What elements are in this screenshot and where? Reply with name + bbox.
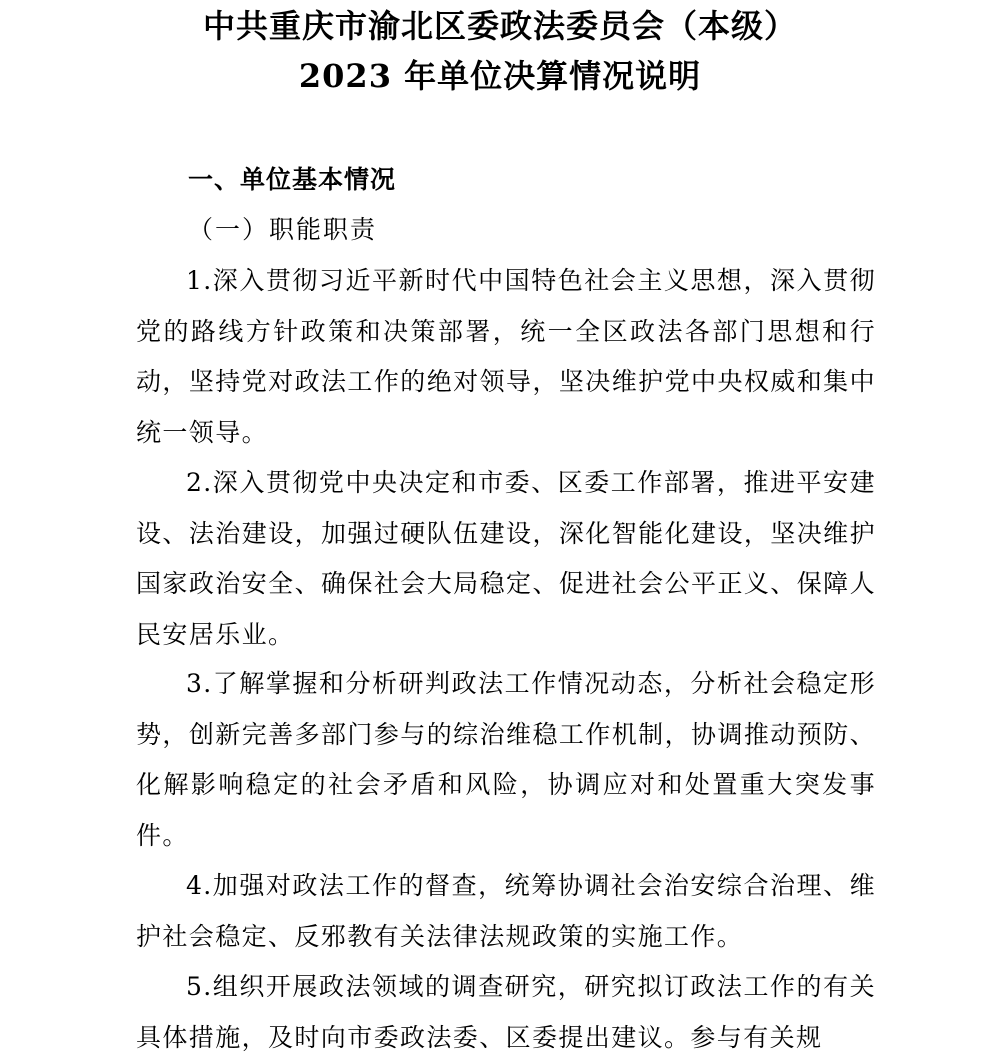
paragraph-1: 1.深入贯彻习近平新时代中国特色社会主义思想，深入贯彻党的路线方针政策和决策部署，统一全区政法各部门思想和行动，坚持党对政法工作的绝对领导，坚决维护党中央权威和集中统一领导。: [136, 266, 876, 447]
subsection-heading-functions: （一）职能职责: [188, 215, 378, 244]
paragraph-5: 5.组织开展政法领域的调查研究，研究拟订政法工作的有关具体措施，及时向市委政法委、区委提出建议。参与有关规: [136, 972, 876, 1052]
paragraph-2: 2.深入贯彻党中央决定和市委、区委工作部署，推进平安建设、法治建设，加强过硬队伍建设，深化智能化建设，坚决维护国家政治安全、确保社会大局稳定、促进社会公平正义、保障人民安居乐业。: [136, 468, 876, 649]
document-title-line2: 2023 年单位决算情况说明: [298, 57, 702, 95]
section-heading-basic-info: 一、单位基本情况: [188, 165, 397, 194]
paragraph-3: 3.了解掌握和分析研判政法工作情况动态，分析社会稳定形势，创新完善多部门参与的综治维稳工作机制，协调推动预防、化解影响稳定的社会矛盾和风险，协调应对和处置重大突发事件。: [136, 669, 876, 850]
document-title-line1: 中共重庆市渝北区委政法委员会（本级）: [202, 7, 797, 45]
paragraph-4: 4.加强对政法工作的督查，统筹协调社会治安综合治理、维护社会稳定、反邪教有关法律法规政策的实施工作。: [136, 871, 876, 951]
